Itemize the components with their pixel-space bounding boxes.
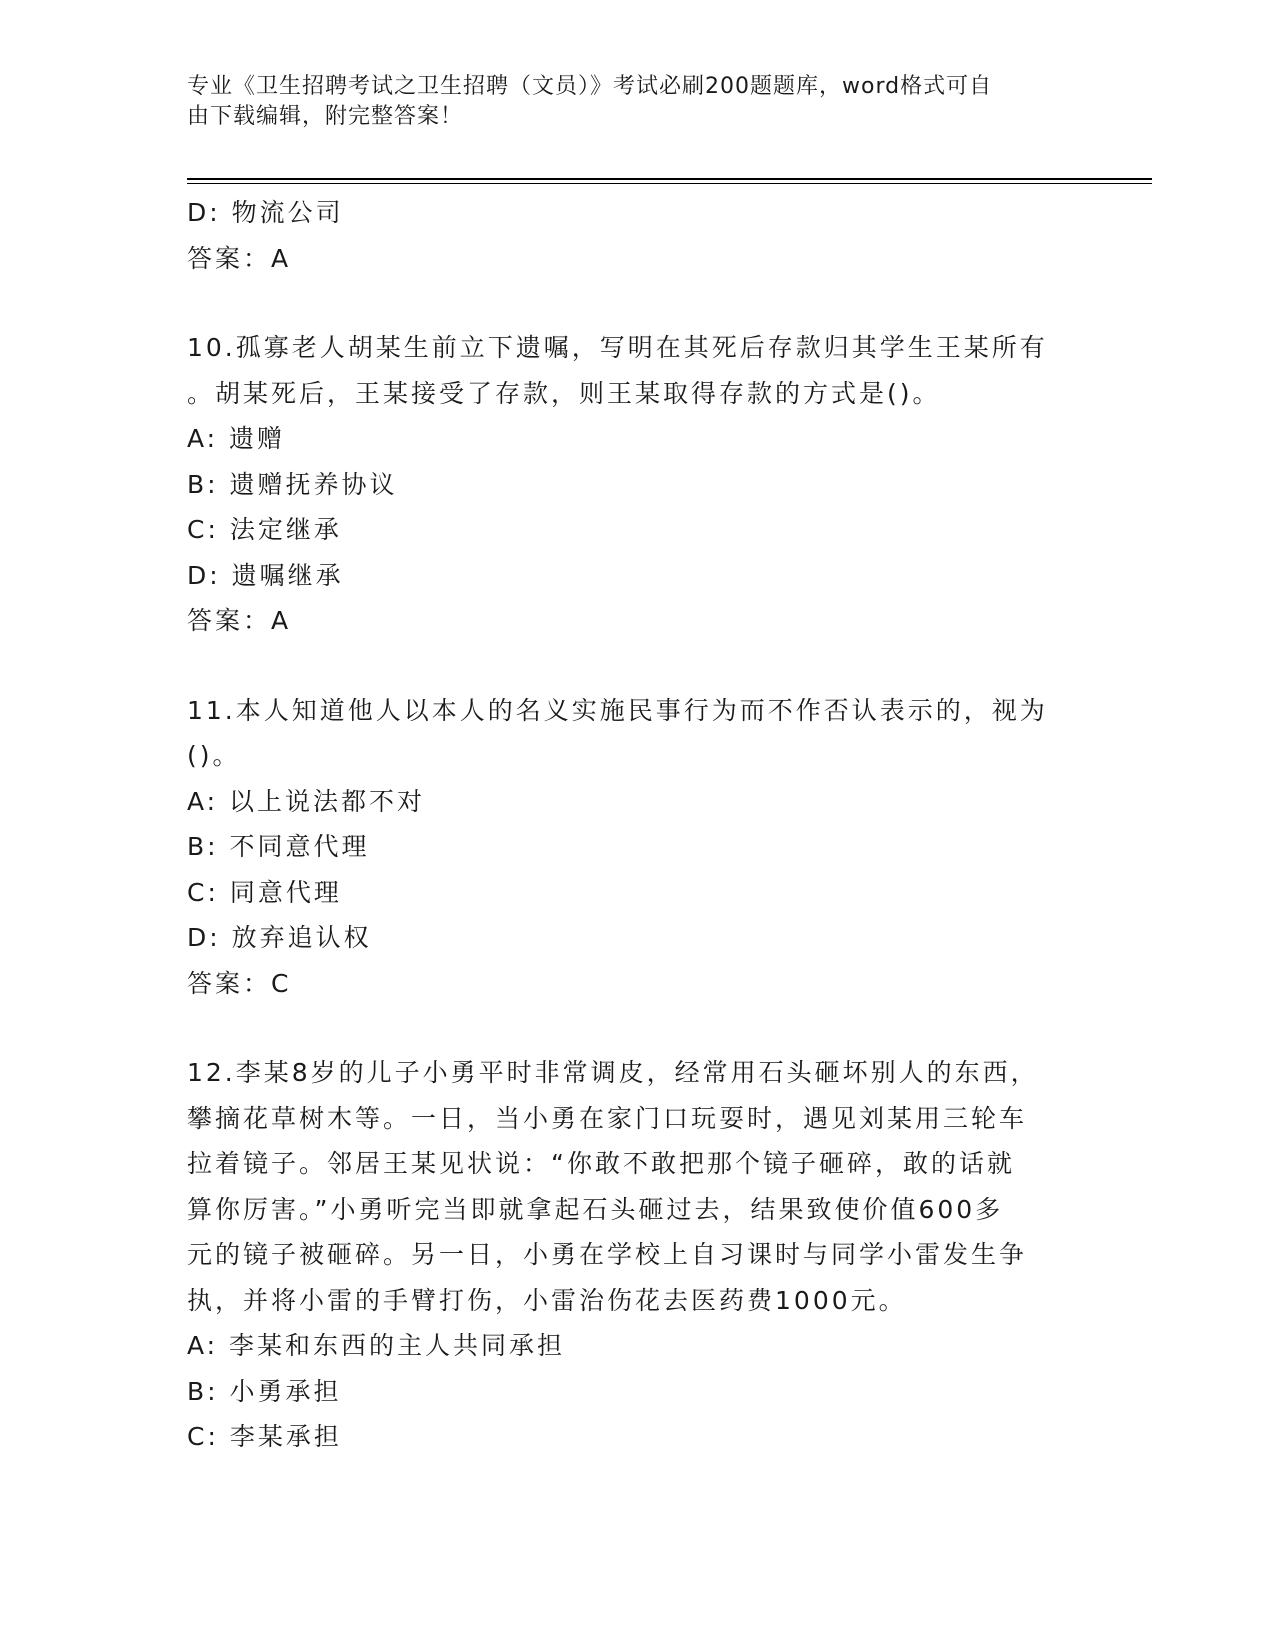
- document-header: [187, 72, 1067, 132]
- option-c: C: 李某承担: [187, 1422, 342, 1451]
- option-b: B: 小勇承担: [187, 1376, 342, 1406]
- option-a: A: 李某和东西的主人共同承担: [187, 1331, 566, 1360]
- question-stem-line: 10.孤寡老人胡某生前立下遗嘱，写明在其死后存款归其学生王某所有: [187, 333, 1048, 362]
- question-stem-line: 执，并将小雷的手臂打伤，小雷治伤花去医药费1000元。: [187, 1285, 907, 1315]
- header-divider-thick: [187, 178, 1152, 180]
- question-stem-line: 。胡某死后，王某接受了存款，则王某取得存款的方式是()。: [187, 378, 941, 408]
- document-body: [187, 190, 1087, 1460]
- question-stem-line: 攀摘花草树木等。一日，当小勇在家门口玩耍时，遇见刘某用三轮车: [187, 1103, 1028, 1133]
- question-stem-line: 算你厉害。”小勇听完当即就拿起石头砸过去，结果致使价值600多: [187, 1194, 1004, 1224]
- header-line-2: 由下载编辑，附完整答案！: [187, 104, 464, 129]
- option-d: D: 遗嘱继承: [187, 560, 344, 590]
- option-a: A: 遗赠: [187, 424, 286, 453]
- option-b: B: 遗赠抚养协议: [187, 469, 398, 499]
- question-stem-line: 拉着镜子。邻居王某见状说：“你敢不敢把那个镜子砸碎，敢的话就: [187, 1149, 1015, 1178]
- answer-line: 答案：A: [187, 243, 292, 273]
- question-11: [187, 688, 1087, 1007]
- header-divider-thin: [187, 183, 1152, 184]
- option-c: C: 同意代理: [187, 877, 342, 907]
- answer-line: 答案：A: [187, 606, 292, 635]
- question-stem-line: ()。: [187, 741, 241, 770]
- option-a: A: 以上说法都不对: [187, 786, 426, 816]
- question-12: [187, 1050, 1087, 1460]
- question-stem-line: 12.李某8岁的儿子小勇平时非常调皮，经常用石头砸坏别人的东西，: [187, 1058, 1039, 1087]
- header-line-1: 专业《卫生招聘考试之卫生招聘（文员）》考试必刷200题题库，word格式可自: [187, 74, 993, 99]
- option-b: B: 不同意代理: [187, 832, 370, 861]
- question-stem-line: 元的镜子被砸碎。另一日，小勇在学校上自习课时与同学小雷发生争: [187, 1240, 1028, 1269]
- answer-line: 答案：C: [187, 968, 292, 998]
- option-c: C: 法定继承: [187, 515, 342, 544]
- option-d: D: 物流公司: [187, 198, 344, 227]
- question-10: [187, 325, 1087, 644]
- question-stem-line: 11.本人知道他人以本人的名义实施民事行为而不作否认表示的，视为: [187, 695, 1048, 725]
- option-d: D: 放弃追认权: [187, 923, 372, 952]
